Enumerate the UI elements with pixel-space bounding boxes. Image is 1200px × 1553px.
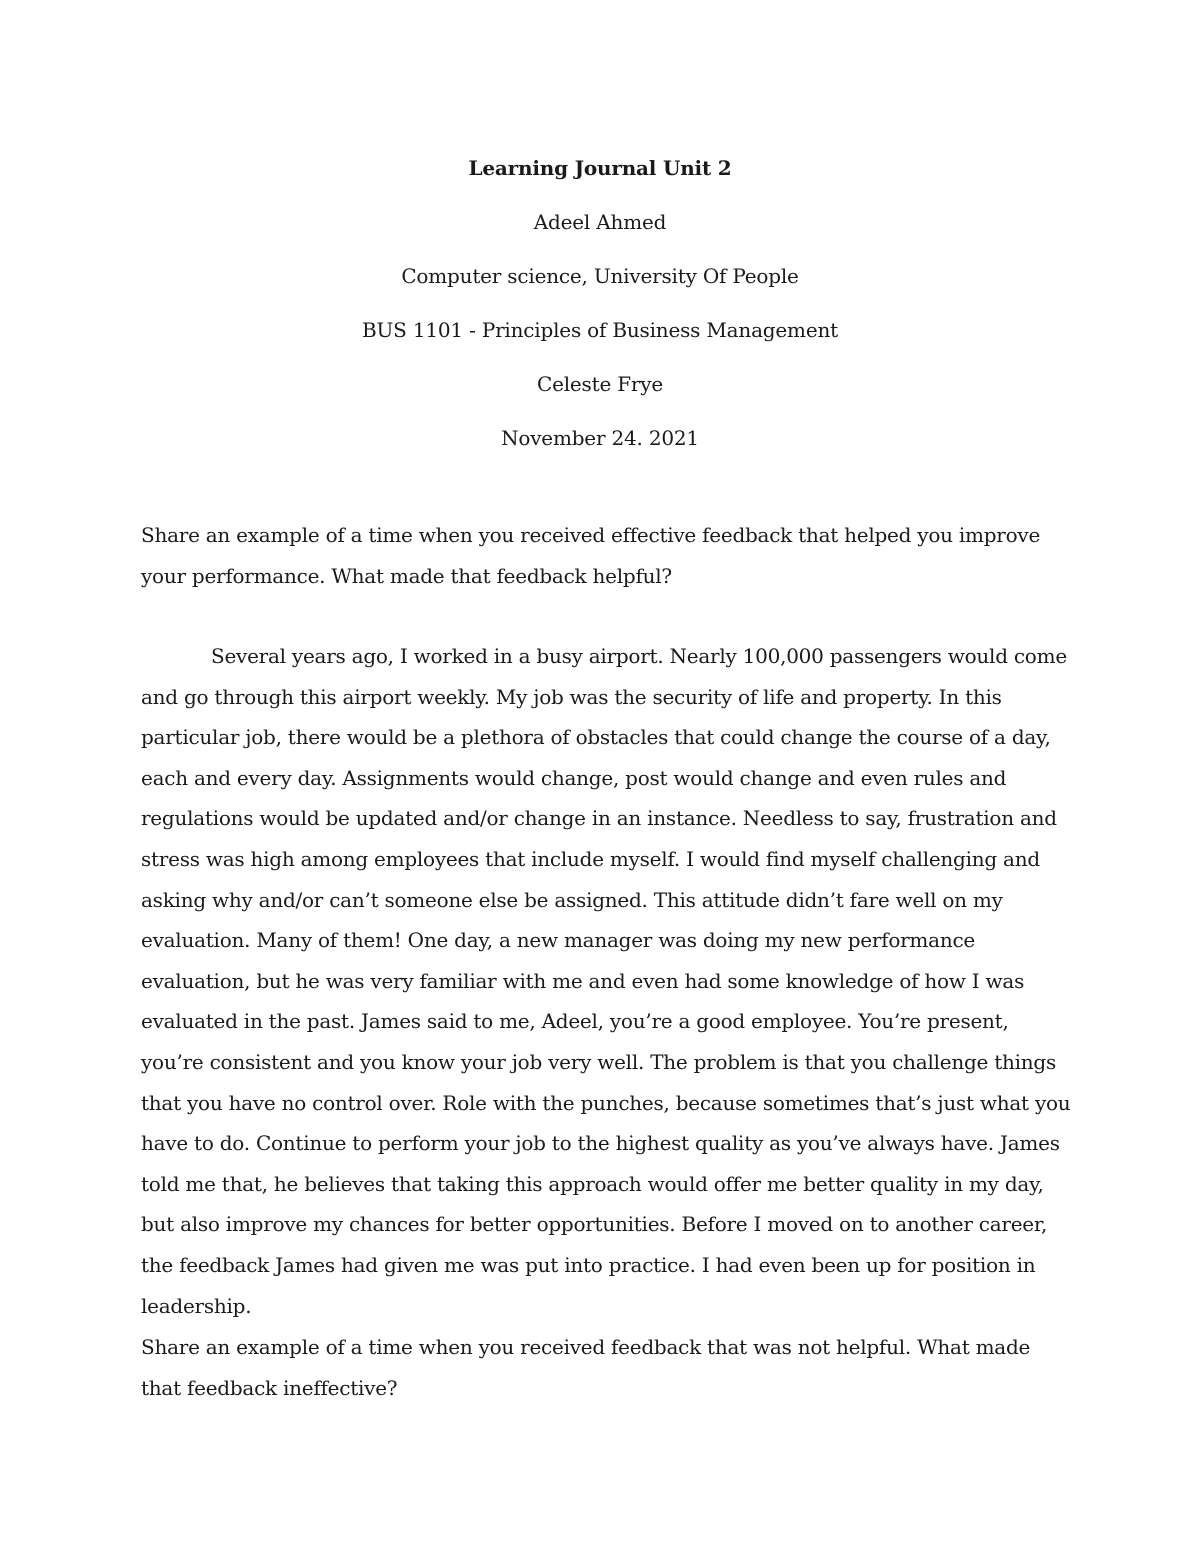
question-2-text: Share an example of a time when you received feedback that was not helpful. What made that feedback ineffective?	[141, 1335, 1031, 1400]
course-name: BUS 1101 - Principles of Business Management	[362, 318, 838, 342]
question-2-block	[141, 1327, 1071, 1408]
answer-1-text: Several years ago, I worked in a busy airport. Nearly 100,000 passengers would come and go through this airport weekly. My job was the security of life and property. In this particular job, there would be a plethora of obstacles that could change the course of a day, each and every day. Assignments would change, post would change and even rules and regulations would be updated and/or change in an instance. Needless to say, frustration and stress was high among employees that include myself. I would find myself challenging and asking why and/or can’t someone else be assigned. This attitude didn’t fare well on my evaluation. Many of them! One day, a new manager was doing my new performance evaluation, but he was very familiar with me and even had some knowledge of how I was evaluated in the past. James said to me, Adeel, you’re a good employee. You’re present, you’re consistent and you know your job very well. The problem is that you challenge things that you have no control over. Role with the punches, because sometimes that’s just what you have to do. Continue to perform your job to the highest quality as you’ve always have. James told me that, he believes that taking this approach would offer me better quality in my day, but also improve my chances for better opportunities. Before I moved on to another career, the feedback James had given me was put into practice. I had even been up for position in leadership.	[141, 644, 1071, 1318]
author-name: Adeel Ahmed	[533, 210, 667, 234]
institution: Computer science, University Of People	[401, 264, 799, 288]
instructor-name: Celeste Frye	[536, 372, 664, 396]
question-1-text: Share an example of a time when you received effective feedback that helped you improve your performance. What made that feedback helpful?	[141, 523, 1041, 588]
document-date: November 24. 2021	[501, 426, 699, 450]
answer-1-block	[141, 636, 1071, 1326]
question-1-block	[141, 515, 1071, 596]
title-block	[0, 141, 1200, 465]
document-title: Learning Journal Unit 2	[468, 156, 732, 180]
